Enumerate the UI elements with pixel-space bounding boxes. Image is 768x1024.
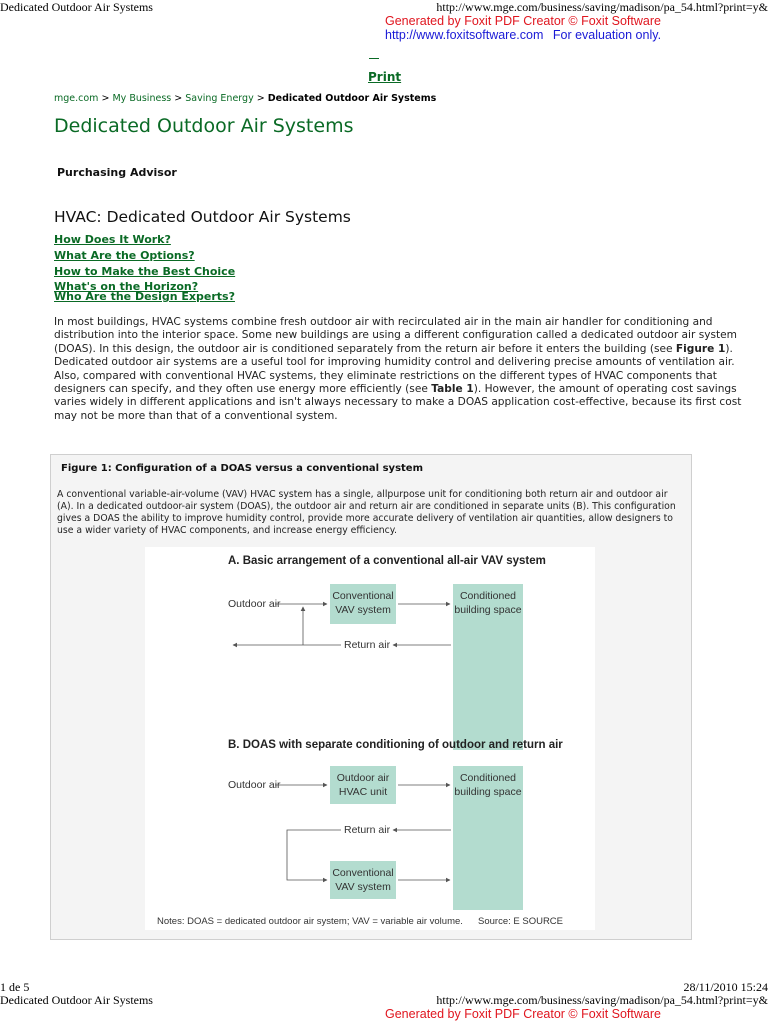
- diagram-a-title: A. Basic arrangement of a conventional all-air VAV system: [228, 555, 546, 567]
- diagram-b-title: B. DOAS with separate conditioning of outdoor and return air: [228, 739, 563, 751]
- conventional-label-a-l1: Conventional: [332, 590, 394, 602]
- conditioned-label-a-l1: Conditioned: [459, 590, 517, 602]
- next-page-header-title: Dedicated Outdoor Air Systems: [0, 993, 153, 1007]
- toc-link-options[interactable]: What Are the Options?: [54, 249, 195, 262]
- intro-paragraph: [54, 316, 760, 423]
- section-heading: HVAC: Dedicated Outdoor Air Systems: [54, 208, 351, 226]
- toc-link-horizon[interactable]: What's on the Horizon?: [54, 280, 199, 293]
- print-link[interactable]: Print: [368, 70, 402, 84]
- next-page-header-url: http://www.mge.com/business/saving/madison/pa_54.html?print=y&: [436, 993, 768, 1007]
- figure-reference: Figure 1: [675, 342, 726, 355]
- foxit-banner: [385, 14, 661, 42]
- conventional-label-b-l1: Conventional: [332, 867, 394, 879]
- next-page-foxit-generated-text: Generated by Foxit PDF Creator © Foxit Software: [385, 1007, 661, 1021]
- foxit-generated-text: Generated by Foxit PDF Creator © Foxit Software: [385, 14, 661, 28]
- table-reference: Table 1: [431, 383, 474, 396]
- conventional-label-b-l2: VAV system: [335, 881, 391, 893]
- intro-text-2: ). Dedicated outdoor air systems are a useful tool for improving humidity control and delivering precise amounts of ventilation air. Also, compared with conventional HVAC systems, they eliminate restrictions on the different types of HVAC components that designers can specify, and they often use energy more efficiently (see: [54, 342, 735, 396]
- foxit-eval-text: For evaluation only.: [552, 28, 662, 42]
- print-icon: [369, 58, 379, 59]
- page-header-title: Dedicated Outdoor Air Systems: [0, 0, 153, 14]
- toc-link-best-choice[interactable]: How to Make the Best Choice: [54, 265, 236, 278]
- intro-text-1: In most buildings, HVAC systems combine fresh outdoor air with recirculated air in the main air handler for conditioning and distribution into the interior space. Some new buildings are using a different configuration called a dedicated outdoor air system (DOAS). In this design, the outdoor air is conditioned separately from the return air before it enters the building (see: [54, 316, 738, 355]
- breadcrumb-separator: >: [174, 93, 183, 104]
- footer-page-number: 1 de 5: [0, 980, 30, 994]
- breadcrumb-item-mge[interactable]: mge.com: [54, 93, 99, 104]
- figure-caption: A conventional variable-air-volume (VAV) HVAC system has a single, allpurpose unit for conditioning both return air and outdoor air (A). In a dedicated outdoor-air system (DOAS), the outdoor air and return air are conditioned in separate units (B). This configuration gives a DOAS the ability to improve humidity control, provide more accurate delivery of ventilation air quantities, allow designers to use a wider variety of HVAC components, and increase energy efficiency.: [57, 489, 676, 536]
- breadcrumb-item-saving-energy[interactable]: Saving Energy: [185, 93, 254, 104]
- purchasing-advisor-label: Purchasing Advisor: [57, 166, 177, 179]
- page-header-url: http://www.mge.com/business/saving/madison/pa_54.html?print=y&: [436, 0, 768, 14]
- outdoor-air-label-b: Outdoor air: [228, 779, 281, 791]
- toc-link-how-does-it-work[interactable]: How Does It Work?: [54, 233, 171, 246]
- figure-title: Figure 1: Configuration of a DOAS versus a conventional system: [61, 463, 423, 474]
- toc-link-design-experts[interactable]: Who Are the Design Experts?: [54, 290, 235, 303]
- breadcrumb-separator: >: [101, 93, 110, 104]
- foxit-link[interactable]: http://www.foxitsoftware.com: [385, 28, 544, 42]
- breadcrumb: [54, 93, 436, 104]
- conventional-label-a-l2: VAV system: [335, 604, 391, 616]
- figure-box: [50, 454, 692, 940]
- footer-datetime: 28/11/2010 15:24: [683, 980, 768, 994]
- breadcrumb-current: Dedicated Outdoor Air Systems: [267, 93, 437, 104]
- outdoor-air-label-a: Outdoor air: [228, 598, 281, 610]
- page-title: Dedicated Outdoor Air Systems: [54, 115, 354, 137]
- doas-label-b-l2: HVAC unit: [338, 786, 388, 798]
- doas-diagram: [145, 547, 595, 930]
- intro-text-3: ). However, the amount of operating cost savings varies widely in different applications and isn't always necessary to make a DOAS application cost-effective, because its first cost may not be more than that of a conventional system.: [54, 383, 742, 422]
- diagram-notes: Notes: DOAS = dedicated outdoor air system; VAV = variable air volume.: [157, 916, 463, 927]
- return-air-label-b: Return air: [344, 824, 391, 836]
- return-air-label-a: Return air: [344, 639, 391, 651]
- conditioned-label-a-l2: building space: [454, 604, 522, 616]
- breadcrumb-separator: >: [256, 93, 265, 104]
- diagram-source: Source: E SOURCE: [478, 916, 563, 927]
- doas-label-b-l1: Outdoor air: [336, 772, 390, 784]
- breadcrumb-item-my-business[interactable]: My Business: [112, 93, 172, 104]
- next-page-foxit-banner: [385, 1007, 661, 1021]
- conditioned-label-b-l1: Conditioned: [459, 772, 517, 784]
- conditioned-label-b-l2: building space: [454, 786, 522, 798]
